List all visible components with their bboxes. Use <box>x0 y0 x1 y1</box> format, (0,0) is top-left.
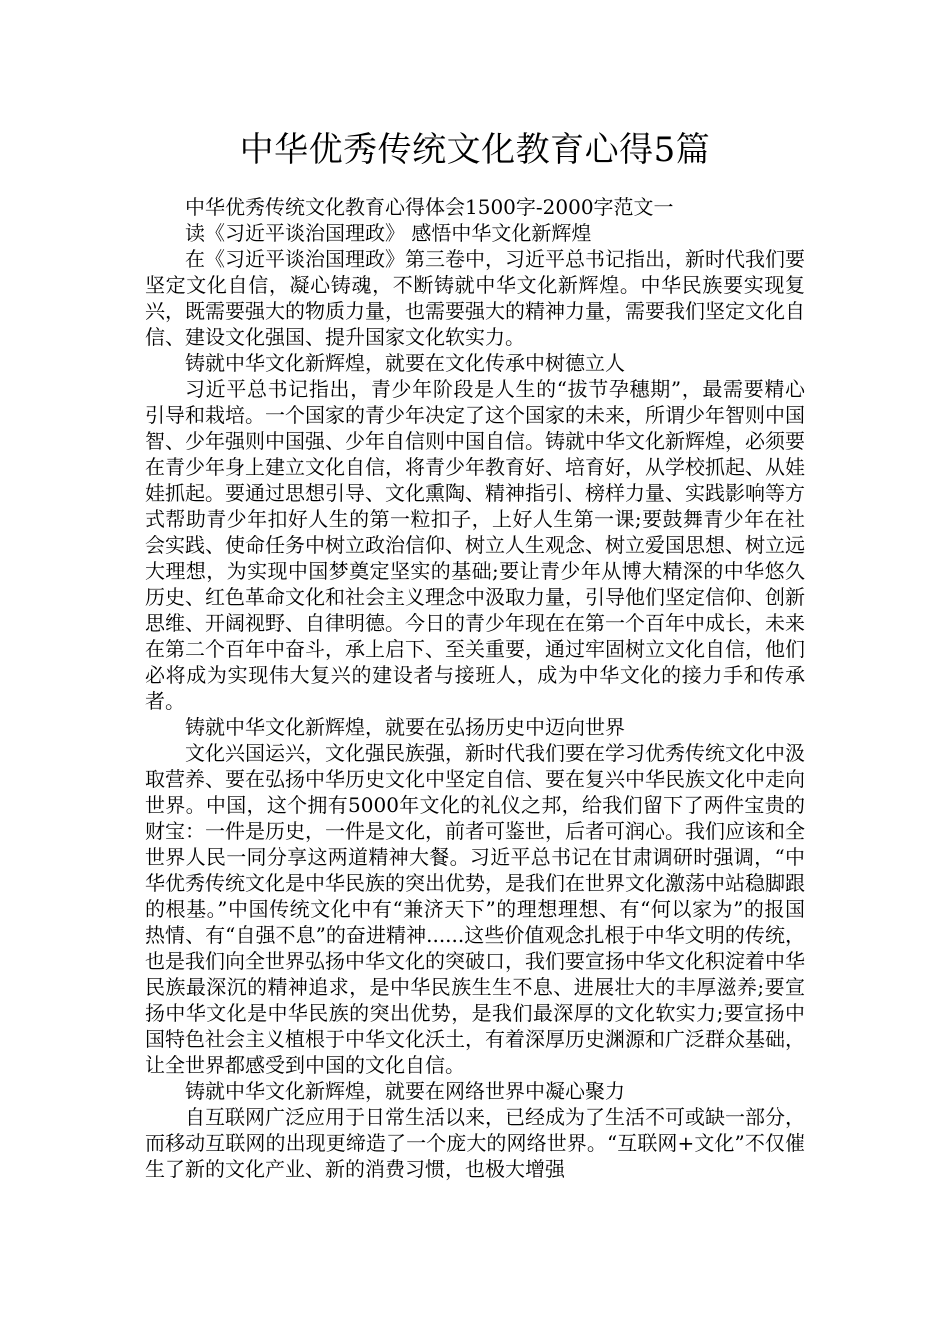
body-paragraph: 习近平总书记指出，青少年阶段是人生的“拔节孕穗期”，最需要精心引导和栽培。一个国家的青少年决定了这个国家的未来，所谓少年智则中国智、少年强则中国强、少年自信则中国自信。铸就中华文化新辉煌，必须要在青少年身上建立文化自信，将青少年教育好、培育好，从学校抓起、从娃娃抓起。要通过思想引导、文化熏陶、精神指引、榜样力量、实践影响等方式帮助青少年扣好人生的第一粒扣子，上好人生第一课;要鼓舞青少年在社会实践、使命任务中树立政治信仰、树立人生观念、树立爱国思想、树立远大理想，为实现中国梦奠定坚实的基础;要让青少年从博大精深的中华悠久历史、红色革命文化和社会主义理念中汲取力量，引导他们坚定信仰、创新思维、开阔视野、自律明德。今日的青少年现在在第一个百年中成长，未来在第二个百年中奋斗，承上启下、至关重要，通过牢固树立文化自信，他们必将成为实现伟大复兴的建设者与接班人，成为中华文化的接力手和传承者。 <box>145 377 805 713</box>
subtitle-paragraph: 中华优秀传统文化教育心得体会1500字-2000字范文一 <box>185 195 674 219</box>
document-body <box>145 194 805 1182</box>
section-heading: 铸就中华文化新辉煌，就要在弘扬历史中迈向世界 <box>185 715 625 739</box>
document-page <box>145 0 805 1344</box>
section-heading: 铸就中华文化新辉煌，就要在网络世界中凝心聚力 <box>185 1079 625 1103</box>
body-paragraph: 在《习近平谈治国理政》第三卷中，习近平总书记指出，新时代我们要坚定文化自信，凝心铸魂，不断铸就中华文化新辉煌。中华民族要实现复兴，既需要强大的物质力量，也需要强大的精神力量，需要我们坚定文化自信、建设文化强国、提升国家文化软实力。 <box>145 247 805 349</box>
body-paragraph: 自互联网广泛应用于日常生活以来，已经成为了生活不可或缺一部分，而移动互联网的出现更缔造了一个庞大的网络世界。“互联网+文化”不仅催生了新的文化产业、新的消费习惯，也极大增强 <box>145 1105 805 1181</box>
section-heading: 铸就中华文化新辉煌，就要在文化传承中树德立人 <box>185 351 625 375</box>
section-heading: 读《习近平谈治国理政》 感悟中华文化新辉煌 <box>185 221 592 245</box>
body-paragraph: 文化兴国运兴，文化强民族强，新时代我们要在学习优秀传统文化中汲取营养、要在弘扬中华历史文化中坚定自信、要在复兴中华民族文化中走向世界。中国，这个拥有5000年文化的礼仪之邦，给我们留下了两件宝贵的财宝：一件是历史，一件是文化，前者可鉴世，后者可润心。我们应该和全世界人民一同分享这两道精神大餐。习近平总书记在甘肃调研时强调，“中华优秀传统文化是中华民族的突出优势，是我们在世界文化激荡中站稳脚跟的根基。”中国传统文化中有“兼济天下”的理想理想、有“何以家为”的报国热情、有“自强不息”的奋进精神......这些价值观念扎根于中华文明的传统，也是我们向全世界弘扬中华文化的突破口，我们要宣扬中华文化积淀着中华民族最深沉的精神追求，是中华民族生生不息、进展壮大的丰厚滋养;要宣扬中华文化是中华民族的突出优势，是我们最深厚的文化软实力;要宣扬中国特色社会主义植根于中华文化沃土，有着深厚历史渊源和广泛群众基础，让全世界都感受到中国的文化自信。 <box>145 741 805 1077</box>
document-title: 中华优秀传统文化教育心得5篇 <box>239 130 711 170</box>
